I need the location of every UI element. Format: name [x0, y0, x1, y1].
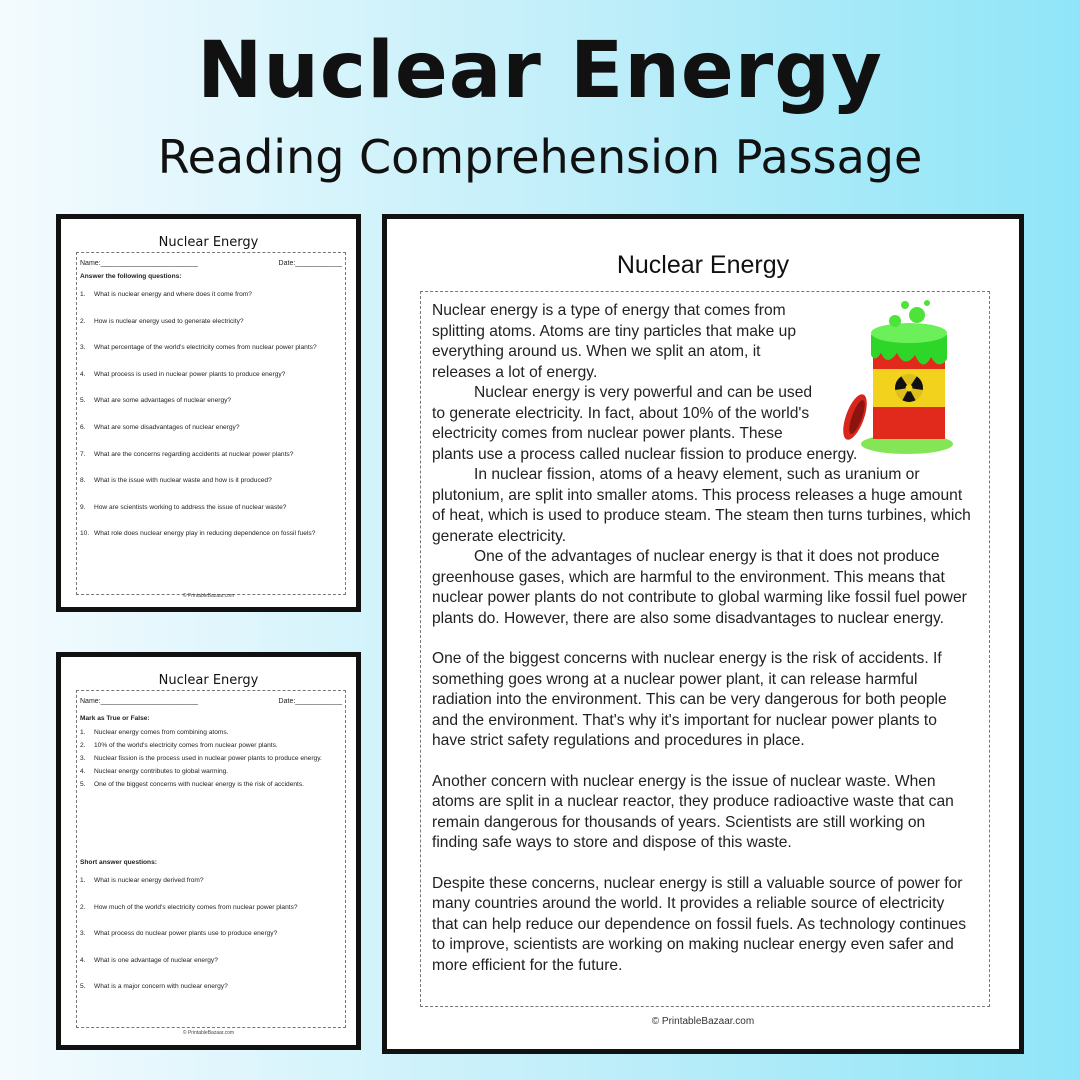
paragraph-5: One of the biggest concerns with nuclear energy is the risk of accidents. If something goes wrong at a nuclear power plant, it can release harmful radiation into the environment. This can be very dangerous for both people and the environment. That's why it's important for nuclear power plants to have strict safety regulations and procedures in place.: [432, 650, 947, 749]
question-item: [80, 424, 342, 433]
question-text: What is the issue with nuclear waste and how is it produced?: [94, 477, 272, 485]
question-item: [80, 877, 342, 886]
question-number: 2.: [80, 741, 86, 749]
question-number: 2.: [80, 903, 86, 911]
question-number: 1.: [80, 877, 86, 884]
question-number: 5.: [80, 397, 86, 405]
question-number: 7.: [80, 450, 86, 458]
worksheet-frame: [76, 690, 346, 1028]
question-number: 1.: [80, 729, 86, 736]
passage-line: releases a lot of energy.: [432, 363, 598, 381]
question-item: [80, 291, 342, 300]
question-item: [80, 530, 342, 539]
hero-title: Nuclear Energy: [197, 26, 883, 116]
question-item: [80, 371, 342, 380]
passage-line: plants use a process called nuclear fission to produce energy.: [432, 445, 858, 463]
question-number: 8.: [80, 477, 86, 485]
question-text: What is nuclear energy derived from?: [94, 877, 204, 884]
question-item: [80, 504, 342, 513]
question-text: What is one advantage of nuclear energy?: [94, 956, 218, 964]
question-item: [80, 755, 342, 764]
paragraph-2: [432, 383, 972, 465]
question-number: 6.: [80, 424, 86, 431]
question-text: What process do nuclear power plants use to produce energy?: [94, 930, 278, 937]
question-text: Nuclear energy contributes to global warming.: [94, 767, 229, 775]
question-text: Nuclear energy comes from combining atoms.: [94, 729, 229, 736]
date-field: Date:____________: [278, 260, 342, 267]
question-item: [80, 957, 342, 966]
tf-list: [80, 729, 342, 793]
date-field: Date:____________: [278, 698, 342, 705]
question-number: 5.: [80, 780, 86, 788]
question-item: [80, 781, 342, 790]
worksheet-true-false-page: [56, 652, 361, 1050]
question-item: [80, 318, 342, 327]
question-item: [80, 344, 342, 353]
worksheet-questions-page: [56, 214, 361, 612]
worksheet-footer: © PrintableBazaar.com: [182, 593, 235, 599]
question-text: Nuclear fission is the process used in nuclear power plants to produce energy.: [94, 754, 322, 762]
question-text: What percentage of the world's electricity comes from nuclear power plants?: [94, 344, 317, 352]
passage-page: [382, 214, 1024, 1054]
name-field: Name:_________________________: [80, 698, 198, 705]
sa-heading: Short answer questions:: [80, 859, 157, 866]
question-number: 4.: [80, 767, 86, 775]
question-text: One of the biggest concerns with nuclear energy is the risk of accidents.: [94, 780, 305, 788]
paragraph-4: One of the advantages of nuclear energy is that it does not produce greenhouse gases, which are harmful to the environment. This means that nuclear power plants do not contribute to global warming like fossil fuel power plants do. However, there are also some disadvantages to nuclear energy.: [432, 548, 967, 627]
question-number: 3.: [80, 754, 86, 762]
question-text: What are some advantages of nuclear energy?: [94, 397, 232, 405]
passage-footer: © PrintableBazaar.com: [651, 1016, 755, 1027]
question-number: 10.: [80, 530, 90, 538]
question-number: 9.: [80, 503, 86, 511]
paragraph-1: [432, 301, 972, 383]
question-number: 1.: [80, 291, 86, 298]
worksheet-footer: © PrintableBazaar.com: [182, 1030, 235, 1036]
question-number: 2.: [80, 317, 86, 325]
question-number: 3.: [80, 930, 86, 937]
question-text: How much of the world's electricity comes from nuclear power plants?: [94, 903, 298, 911]
question-item: [80, 477, 342, 486]
passage-line: Nuclear energy is a type of energy that comes from: [432, 302, 786, 319]
passage-line: electricity comes from nuclear power plants. These: [432, 425, 783, 442]
question-text: How is nuclear energy used to generate electricity?: [94, 317, 244, 325]
question-text: How are scientists working to address the issue of nuclear waste?: [94, 503, 287, 511]
question-item: [80, 451, 342, 460]
name-field: Name:_________________________: [80, 260, 198, 267]
question-item: [80, 904, 342, 913]
question-number: 3.: [80, 344, 86, 352]
passage-line: everything around us. When we split an atom, it: [432, 343, 761, 360]
passage-body: [432, 301, 972, 976]
question-text: What is nuclear energy and where does it come from?: [94, 291, 252, 298]
question-text: What are some disadvantages of nuclear energy?: [94, 424, 240, 431]
passage-title: Nuclear Energy: [616, 251, 790, 279]
paragraph-3: In nuclear fission, atoms of a heavy element, such as uranium or plutonium, are split into smaller atoms. This process releases a huge amount of heat, which is used to produce steam. The steam then turns turbines, which generate electricity.: [432, 466, 971, 545]
passage-line: Nuclear energy is very powerful and can be used: [474, 384, 813, 401]
worksheet-title: Nuclear Energy: [158, 673, 259, 688]
question-item: [80, 930, 342, 939]
question-text: 10% of the world's electricity comes from nuclear power plants.: [94, 741, 278, 749]
question-item: [80, 983, 342, 992]
question-number: 4.: [80, 370, 86, 378]
question-number: 5.: [80, 983, 86, 990]
question-item: [80, 742, 342, 751]
question-item: [80, 768, 342, 777]
question-text: What is a major concern with nuclear energy?: [94, 983, 228, 990]
tf-heading: Mark as True or False:: [80, 715, 150, 722]
paragraph-6: Another concern with nuclear energy is the issue of nuclear waste. When atoms are split in a nuclear reactor, they produce radioactive waste that can remain dangerous for thousands of years. Scientists are still working on finding safe ways to store and dispose of this waste.: [432, 772, 954, 851]
instructions: Answer the following questions:: [80, 273, 182, 280]
hero-subtitle: Reading Comprehension Passage: [157, 130, 923, 184]
question-number: 4.: [80, 956, 86, 964]
question-item: [80, 729, 342, 738]
question-text: What process is used in nuclear power plants to produce energy?: [94, 370, 286, 378]
passage-line: to generate electricity. In fact, about 10% of the world's: [432, 404, 810, 422]
passage-line: splitting atoms. Atoms are tiny particles that make up: [432, 322, 797, 340]
question-text: What are the concerns regarding accidents at nuclear power plants?: [94, 450, 294, 458]
question-item: [80, 397, 342, 406]
worksheet-title: Nuclear Energy: [158, 235, 259, 250]
question-text: What role does nuclear energy play in reducing dependence on fossil fuels?: [94, 530, 316, 538]
paragraph-7: Despite these concerns, nuclear energy is still a valuable source of power for many countries around the world. It provides a reliable source of electricity that can help reduce our dependence on fossil fuels. As technology continues to improve, scientists are working on making nuclear energy even safer and more efficient for the future.: [432, 874, 967, 974]
worksheet-frame: [76, 252, 346, 595]
